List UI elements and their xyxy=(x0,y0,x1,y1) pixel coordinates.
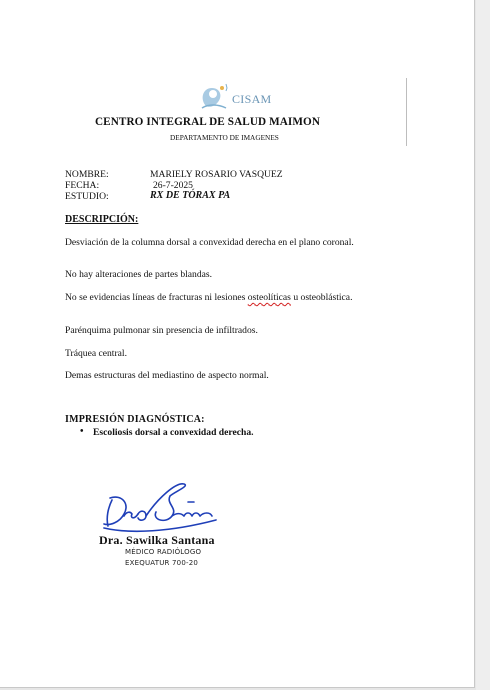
description-heading: DESCRIPCIÓN: xyxy=(65,214,139,225)
doctor-name: Dra. Sawilka Santana xyxy=(99,533,215,547)
doctor-title: MÉDICO RADIÓLOGO xyxy=(125,548,202,556)
fracture-text-end: u osteoblástica. xyxy=(290,292,353,303)
organization-title: CENTRO INTEGRAL DE SALUD MAIMON xyxy=(95,116,321,128)
misspelled-word[interactable]: osteolíticas xyxy=(247,292,291,303)
description-paragraph: Desviación de la columna dorsal a convexidad derecha en el plano coronal. xyxy=(65,237,354,248)
description-paragraph-fractures xyxy=(65,292,395,304)
impression-list xyxy=(80,427,254,438)
cisam-logo xyxy=(196,82,276,112)
impression-item: • Escoliosis dorsal a convexidad derecha. xyxy=(80,427,254,438)
date-label: FECHA: xyxy=(65,180,100,191)
study-value: RX DE TÓRAX PA xyxy=(150,190,231,201)
description-paragraph: Tráquea central. xyxy=(65,348,127,359)
margin-guide-line xyxy=(406,78,407,146)
description-paragraph: Parénquima pulmonar sin presencia de infiltrados. xyxy=(65,325,258,336)
doctor-license: EXEQUATUR 700-20 xyxy=(125,559,199,567)
date-value: 26-7-2025 xyxy=(153,180,193,191)
department-title: DEPARTAMENTO DE IMAGENES xyxy=(170,133,279,142)
description-paragraph: Demas estructuras del mediastino de aspecto normal. xyxy=(65,370,269,381)
name-value: MARIELY ROSARIO VASQUEZ xyxy=(150,169,283,180)
handwritten-signature xyxy=(100,478,220,536)
name-label: NOMBRE: xyxy=(65,169,109,180)
impression-heading: IMPRESIÓN DIAGNÓSTICA: xyxy=(65,414,205,425)
description-paragraph: No hay alteraciones de partes blandas. xyxy=(65,269,213,280)
study-label: ESTUDIO: xyxy=(65,191,109,202)
logo-text: CISAM xyxy=(232,92,272,106)
fracture-text-start: No se evidencias líneas de fracturas ni lesiones xyxy=(65,292,248,303)
vertical-scrollbar[interactable] xyxy=(476,0,490,690)
